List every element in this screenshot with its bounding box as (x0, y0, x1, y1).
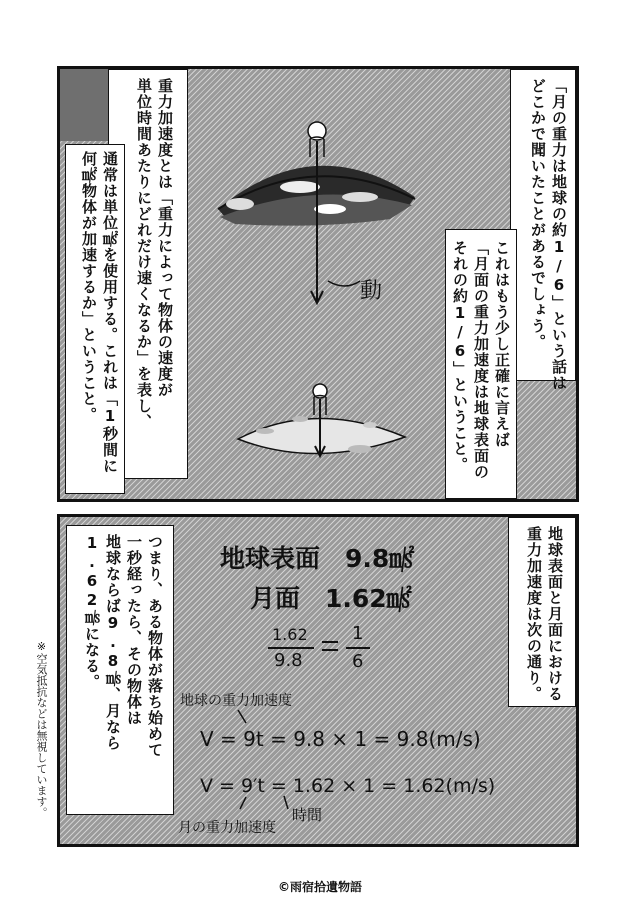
caption-box-mid (445, 229, 517, 499)
ratio-lines (60, 517, 579, 847)
ratio-numerator: 1.62 (272, 625, 308, 644)
ratio-rhs-denominator: 6 (352, 651, 364, 672)
formula-moon: V = 9′t = 1.62 × 1 = 1.62(m/s) (200, 775, 496, 797)
caption-box-right (510, 69, 576, 391)
caption-text-left-1: 重力加速度とは「重力によって物体の速度が 単位時間あたりにどれだけ速くなるか」を表し、 (135, 78, 174, 430)
moon-gravity-line: 月面 1.62㎨ (250, 584, 412, 613)
motion-label: 動 (360, 279, 383, 304)
panel-top (57, 66, 579, 502)
formula-earth: V = 9t = 9.8 × 1 = 9.8(m/s) (200, 727, 481, 751)
earth-gravity-line: 地球表面 9.8㎨ (220, 544, 415, 573)
time-note: 時間 (292, 806, 323, 824)
ratio-denominator: 9.8 (274, 650, 303, 671)
credit: ©雨宿拾遺物語 (277, 880, 362, 894)
caption-text-bottom-left: つまり、ある物体が落ち始めて 一秒経ったら、その物体は 地球ならば9.8㎧、月なら 1.62㎧になる。 (83, 534, 164, 758)
caption-box-left-2 (65, 144, 125, 494)
ratio-rhs-numerator: 1 (352, 623, 364, 644)
caption-text-bottom-right: 地球表面と月面における 重力加速度は次の通り。 (525, 526, 564, 702)
moon-gravity-note: 月の重力加速度 (178, 820, 276, 836)
caption-text-left-2: 通常は単位㎨を使用する。これは「1秒間に 何㎨物体が加速するか」ということ。 (80, 151, 119, 474)
earth-gravity-note: 地球の重力加速度 (180, 693, 292, 709)
panel-bottom (57, 514, 579, 847)
caption-text-right: 「月の重力は地球の約1/6」という話は どこかで聞いたことがあるでしょう。 (529, 78, 568, 391)
caption-text-mid: これはもう少し正確に言えば 「月面の重力加速度は地球表面の それの約1/6」ということ。 (451, 240, 511, 480)
side-note: ※空気抵抗などは無視しています。 (35, 640, 48, 818)
